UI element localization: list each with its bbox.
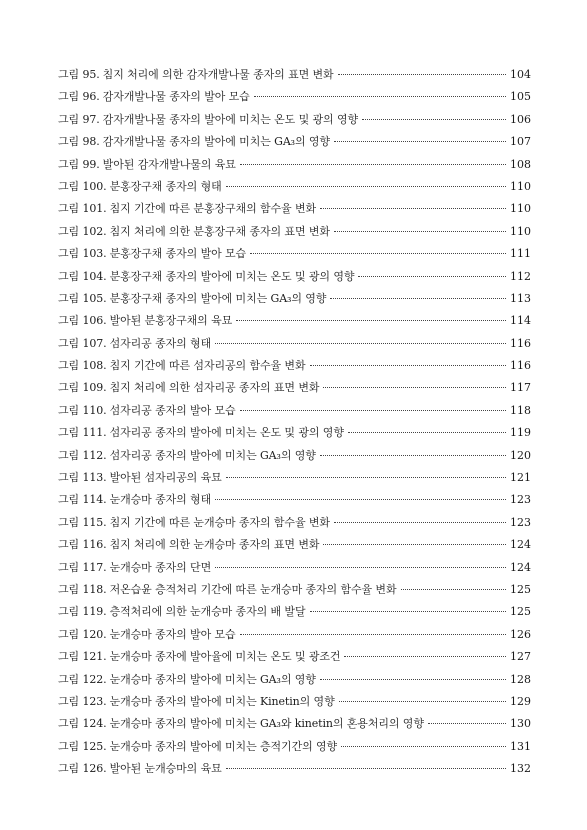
toc-entry-title: 눈개승마 종자의 발아에 미치는 Kinetin의 영향: [109, 694, 335, 708]
toc-entry-number: 107.: [82, 336, 107, 350]
toc-entry[interactable]: [58, 669, 530, 691]
toc-entry-label: [58, 266, 354, 288]
toc-entry-prefix: 그림: [58, 672, 80, 686]
toc-entry-label: [58, 646, 340, 668]
toc-entry[interactable]: [58, 355, 530, 377]
dot-leader: [250, 253, 506, 254]
toc-entry-title: 눈개승마 종자의 단면: [109, 560, 212, 574]
toc-entry-prefix: 그림: [58, 269, 80, 283]
toc-entry[interactable]: [58, 243, 530, 265]
toc-entry-label: [58, 288, 326, 310]
toc-entry-title: 눈개승마 종자의 발아에 미치는 GA₃의 영향: [109, 672, 316, 686]
toc-entry-prefix: 그림: [58, 538, 80, 552]
toc-entry-label: [58, 713, 424, 735]
toc-entry-title: 감자개발나물 종자의 발아에 미치는 온도 및 광의 영향: [102, 112, 359, 126]
toc-entry-page-number: 106: [510, 112, 531, 126]
dot-leader: [341, 746, 506, 747]
toc-entry-prefix: 그림: [58, 112, 80, 126]
toc-entry-title: 눈개승마 종자에 발아율에 미치는 온도 및 광조건: [109, 650, 341, 664]
toc-entry-title: 눈개승마 종자의 발아에 미치는 GA₃와 kinetin의 혼용처리의 영향: [109, 717, 424, 731]
toc-entry-title: 섬자리공 종자의 형태: [109, 336, 212, 350]
toc-entry-prefix: 그림: [58, 426, 80, 440]
toc-entry-number: 120.: [82, 627, 107, 641]
toc-entry[interactable]: [58, 467, 530, 489]
toc-entry-page-number: 116: [510, 336, 531, 350]
toc-entry-number: 115.: [82, 515, 107, 529]
toc-entry-page-number: 107: [510, 135, 531, 149]
toc-entry-prefix: 그림: [58, 471, 80, 485]
toc-entry-number: 118.: [82, 582, 107, 596]
toc-entry-number: 99.: [82, 157, 100, 171]
toc-entry-prefix: 그림: [58, 627, 80, 641]
toc-entry-title: 발아된 섬자리공의 육묘: [109, 471, 222, 485]
toc-entry-label: [58, 422, 344, 444]
dot-leader: [215, 343, 506, 344]
toc-entry-title: 침지 기간에 따른 섬자리공의 함수율 변화: [109, 359, 306, 373]
toc-entry-label: [58, 534, 319, 556]
toc-entry-page-number: 127: [510, 650, 531, 664]
toc-entry[interactable]: [58, 333, 530, 355]
toc-entry-title: 침지 처리에 의한 섬자리공 종자의 표면 변화: [109, 381, 320, 395]
dot-leader: [401, 589, 507, 590]
toc-entry-label: [58, 601, 306, 623]
toc-entry-page-number: 121: [510, 471, 531, 485]
toc-entry-title: 눈개승마 종자의 형태: [109, 493, 212, 507]
dot-leader: [348, 432, 506, 433]
toc-entry[interactable]: [58, 377, 530, 399]
toc-entry-page-number: 130: [510, 717, 531, 731]
toc-entry-title: 분홍장구채 종자의 발아에 미치는 GA₃의 영향: [109, 291, 327, 305]
toc-entry-title: 섬자리공 종자의 발아 모습: [109, 403, 236, 417]
toc-entry[interactable]: [58, 758, 530, 780]
toc-entry-title: 침지 처리에 의한 눈개승마 종자의 표면 변화: [109, 538, 320, 552]
toc-entry-number: 106.: [82, 314, 107, 328]
toc-entry-prefix: 그림: [58, 224, 80, 238]
toc-entry-prefix: 그림: [58, 314, 80, 328]
toc-entry[interactable]: [58, 534, 530, 556]
toc-entry-title: 침지 기간에 따른 눈개승마 종자의 함수율 변화: [109, 515, 330, 529]
toc-entry-number: 111.: [82, 426, 107, 440]
toc-entry-number: 122.: [82, 672, 107, 686]
toc-entry-page-number: 117: [510, 381, 531, 395]
toc-entry[interactable]: [58, 198, 530, 220]
toc-entry-number: 108.: [82, 359, 107, 373]
toc-entry-number: 123.: [82, 694, 107, 708]
toc-entry-number: 117.: [82, 560, 107, 574]
toc-entry-number: 113.: [82, 471, 107, 485]
toc-entry[interactable]: [58, 691, 530, 713]
toc-entry-page-number: 120: [510, 448, 531, 462]
toc-entry-prefix: 그림: [58, 717, 80, 731]
toc-entry-number: 100.: [82, 179, 107, 193]
toc-entry-number: 105.: [82, 291, 107, 305]
toc-entry-number: 95.: [82, 68, 100, 81]
toc-entry-prefix: 그림: [58, 650, 80, 664]
toc-entry-title: 감자개발나물 종자의 발아 모습: [102, 90, 250, 104]
dot-leader: [254, 96, 506, 97]
toc-entry[interactable]: [58, 109, 530, 131]
toc-entry-label: [58, 489, 211, 511]
toc-entry-number: 103.: [82, 247, 107, 261]
dot-leader: [320, 455, 506, 456]
dot-leader: [240, 634, 506, 635]
toc-entry-prefix: 그림: [58, 202, 80, 216]
toc-entry-page-number: 123: [510, 493, 531, 507]
toc-entry-title: 분홍장구채 종자의 발아 모습: [109, 247, 247, 261]
figure-list: [58, 64, 530, 781]
dot-leader: [339, 701, 506, 702]
toc-entry-number: 102.: [82, 224, 107, 238]
toc-entry-page-number: 128: [510, 672, 531, 686]
toc-entry-page-number: 126: [510, 627, 531, 641]
toc-entry-prefix: 그림: [58, 179, 80, 193]
toc-entry-number: 116.: [82, 538, 107, 552]
toc-entry-prefix: 그림: [58, 90, 80, 104]
toc-entry-page-number: 124: [510, 538, 531, 552]
toc-entry-prefix: 그림: [58, 359, 80, 373]
toc-entry-prefix: 그림: [58, 381, 80, 395]
dot-leader: [334, 231, 506, 232]
dot-leader: [240, 164, 506, 165]
dot-leader: [226, 186, 506, 187]
toc-entry[interactable]: [58, 288, 530, 310]
toc-entry-label: [58, 154, 236, 176]
toc-entry-prefix: 그림: [58, 493, 80, 507]
toc-entry-title: 발아된 감자개발나물의 육묘: [102, 157, 236, 171]
toc-entry-label: [58, 64, 334, 86]
toc-entry-number: 97.: [82, 112, 100, 126]
dot-leader: [344, 656, 506, 657]
dot-leader: [362, 119, 506, 120]
toc-entry-number: 121.: [82, 650, 107, 664]
toc-entry-title: 침지 처리에 의한 분홍장구채 종자의 표면 변화: [109, 224, 330, 238]
toc-entry-number: 109.: [82, 381, 107, 395]
toc-entry-page-number: 124: [510, 560, 531, 574]
dot-leader: [320, 679, 506, 680]
dot-leader: [226, 768, 506, 769]
toc-entry-label: [58, 669, 316, 691]
toc-entry-title: 눈개승마 종자의 발아에 미치는 층적기간의 영향: [109, 739, 338, 753]
toc-entry-page-number: 116: [510, 359, 531, 373]
toc-entry-label: [58, 243, 246, 265]
toc-entry-title: 발아된 분홍장구채의 육묘: [109, 314, 233, 328]
toc-entry-title: 침지 기간에 따른 분홍장구채의 함수율 변화: [109, 202, 317, 216]
toc-entry-prefix: 그림: [58, 403, 80, 417]
toc-entry-number: 125.: [82, 739, 107, 753]
toc-entry-label: [58, 333, 211, 355]
toc-entry[interactable]: [58, 310, 530, 332]
toc-entry-number: 114.: [82, 493, 107, 507]
toc-entry[interactable]: [58, 154, 530, 176]
toc-entry-number: 126.: [82, 762, 107, 776]
toc-entry-title: 섬자리공 종자의 발아에 미치는 온도 및 광의 영향: [109, 426, 344, 440]
toc-entry-prefix: 그림: [58, 135, 80, 149]
toc-entry-page-number: 132: [510, 762, 531, 776]
toc-entry-number: 119.: [82, 605, 107, 619]
toc-entry-label: [58, 579, 397, 601]
dot-leader: [240, 410, 506, 411]
toc-entry-number: 98.: [82, 135, 100, 149]
dot-leader: [358, 276, 506, 277]
toc-entry-label: [58, 355, 306, 377]
toc-entry-label: [58, 758, 222, 780]
toc-entry-prefix: 그림: [58, 68, 80, 81]
dot-leader: [323, 544, 506, 545]
toc-entry-title: 감자개발나물 종자의 발아에 미치는 GA₃의 영향: [102, 135, 330, 149]
toc-entry-number: 101.: [82, 202, 107, 216]
toc-entry-title: 층적처리에 의한 눈개승마 종자의 배 발달: [109, 605, 306, 619]
dot-leader: [338, 74, 506, 75]
toc-entry-label: [58, 221, 330, 243]
toc-entry[interactable]: [58, 64, 530, 86]
toc-entry-title: 섬자리공 종자의 발아에 미치는 GA₃의 영향: [109, 448, 316, 462]
dot-leader: [215, 499, 506, 500]
toc-entry-page-number: 123: [510, 515, 531, 529]
toc-entry-title: 눈개승마 종자의 발아 모습: [109, 627, 236, 641]
toc-entry[interactable]: [58, 624, 530, 646]
toc-entry[interactable]: [58, 221, 530, 243]
toc-entry-prefix: 그림: [58, 247, 80, 261]
toc-entry-prefix: 그림: [58, 448, 80, 462]
dot-leader: [236, 320, 506, 321]
toc-entry-page-number: 113: [510, 291, 531, 305]
toc-entry-page-number: 110: [510, 224, 531, 238]
toc-entry-label: [58, 86, 250, 108]
dot-leader: [330, 298, 506, 299]
toc-entry-title: 침지 처리에 의한 감자개발나물 종자의 표면 변화: [102, 68, 334, 81]
dot-leader: [323, 387, 506, 388]
toc-entry-prefix: 그림: [58, 336, 80, 350]
toc-entry[interactable]: [58, 646, 530, 668]
toc-entry[interactable]: [58, 445, 530, 467]
toc-entry-prefix: 그림: [58, 739, 80, 753]
toc-entry-label: [58, 377, 319, 399]
toc-entry-prefix: 그림: [58, 694, 80, 708]
toc-entry-page-number: 110: [510, 202, 531, 216]
toc-entry[interactable]: [58, 557, 530, 579]
toc-entry[interactable]: [58, 601, 530, 623]
toc-entry[interactable]: [58, 713, 530, 735]
toc-entry-label: [58, 198, 316, 220]
dot-leader: [310, 611, 507, 612]
toc-entry-page-number: 129: [510, 694, 531, 708]
toc-entry-prefix: 그림: [58, 762, 80, 776]
toc-entry-page-number: 110: [510, 179, 531, 193]
toc-entry-number: 104.: [82, 269, 107, 283]
toc-entry-label: [58, 736, 337, 758]
toc-entry[interactable]: [58, 86, 530, 108]
toc-entry-label: [58, 400, 236, 422]
toc-entry-title: 분홍장구채 종자의 형태: [109, 179, 222, 193]
toc-entry[interactable]: [58, 422, 530, 444]
toc-entry[interactable]: [58, 736, 530, 758]
toc-entry[interactable]: [58, 512, 530, 534]
toc-entry-label: [58, 512, 330, 534]
toc-entry-title: 저온습윤 층적처리 기간에 따른 눈개승마 종자의 함수율 변화: [109, 582, 397, 596]
toc-entry-prefix: 그림: [58, 605, 80, 619]
toc-entry-label: [58, 176, 222, 198]
toc-entry-page-number: 112: [510, 269, 531, 283]
toc-entry-prefix: 그림: [58, 157, 80, 171]
toc-entry-label: [58, 691, 335, 713]
dot-leader: [428, 723, 506, 724]
toc-entry-number: 96.: [82, 90, 100, 104]
toc-entry[interactable]: [58, 266, 530, 288]
dot-leader: [310, 365, 507, 366]
toc-entry-page-number: 105: [510, 90, 531, 104]
toc-entry-page-number: 131: [510, 739, 531, 753]
toc-entry-page-number: 118: [510, 403, 531, 417]
toc-entry-label: [58, 109, 358, 131]
toc-entry-label: [58, 467, 222, 489]
toc-entry[interactable]: [58, 176, 530, 198]
toc-entry-number: 112.: [82, 448, 107, 462]
toc-entry-number: 124.: [82, 717, 107, 731]
toc-entry-page-number: 114: [510, 314, 531, 328]
toc-entry[interactable]: [58, 131, 530, 153]
toc-entry-label: [58, 557, 211, 579]
toc-entry-label: [58, 310, 232, 332]
toc-entry[interactable]: [58, 489, 530, 511]
toc-entry-page-number: 111: [510, 247, 531, 261]
toc-entry-prefix: 그림: [58, 291, 80, 305]
dot-leader: [334, 522, 506, 523]
toc-entry-prefix: 그림: [58, 560, 80, 574]
toc-entry-page-number: 119: [510, 426, 531, 440]
dot-leader: [320, 208, 506, 209]
toc-entry-number: 110.: [82, 403, 107, 417]
dot-leader: [334, 141, 506, 142]
toc-entry-title: 분홍장구채 종자의 발아에 미치는 온도 및 광의 영향: [109, 269, 355, 283]
toc-entry-label: [58, 445, 316, 467]
toc-entry-prefix: 그림: [58, 515, 80, 529]
toc-entry-page-number: 104: [510, 68, 531, 81]
toc-entry-prefix: 그림: [58, 582, 80, 596]
dot-leader: [226, 477, 506, 478]
toc-entry-label: [58, 624, 236, 646]
toc-entry-title: 발아된 눈개승마의 육묘: [109, 762, 222, 776]
toc-entry-page-number: 108: [510, 157, 531, 171]
toc-entry-page-number: 125: [510, 582, 531, 596]
toc-entry-page-number: 125: [510, 605, 531, 619]
toc-entry[interactable]: [58, 579, 530, 601]
dot-leader: [215, 567, 506, 568]
toc-entry-label: [58, 131, 330, 153]
toc-entry[interactable]: [58, 400, 530, 422]
